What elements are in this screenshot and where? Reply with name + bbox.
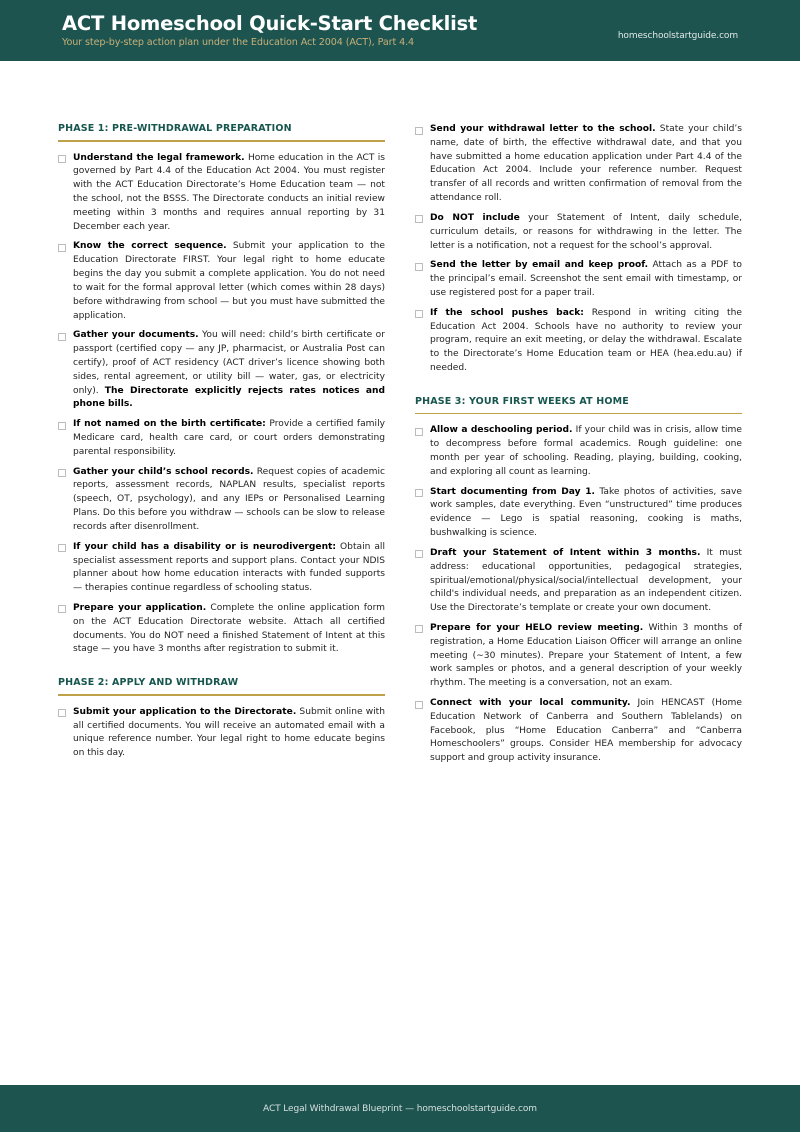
checklist-item-text <box>73 329 385 412</box>
checkbox-icon[interactable] <box>415 310 423 318</box>
checklist-item-lead: Draft your Statement of Intent within 3 months. <box>430 547 701 558</box>
checkbox-icon[interactable] <box>415 550 423 558</box>
checklist-item-lead: Gather your documents. <box>73 330 199 341</box>
checklist-item-text <box>430 307 742 376</box>
checkbox-icon[interactable] <box>415 263 423 271</box>
checklist-item[interactable] <box>415 697 742 766</box>
checklist-item-text <box>430 424 742 479</box>
checklist-item[interactable] <box>58 240 385 323</box>
header-title-block <box>62 13 477 49</box>
checkbox-icon[interactable] <box>58 605 66 613</box>
checklist-item[interactable] <box>415 307 742 376</box>
checkbox-icon[interactable] <box>415 127 423 135</box>
checklist-item-body: Join HENCAST (Home Education Network of Canberra and Southern Tablelands) on Facebook, plus “Home Education Canberra” and “Canberra Homeschoolers” groups. Consider HEA membership for advocacy support and group activity insurance. <box>430 698 742 764</box>
checklist-item-body: Provide a certified family Medicare card, health care card, or court orders demonstrating parental responsibility. <box>73 419 385 457</box>
phase-heading-3: PHASE 3: YOUR FIRST WEEKS AT HOME <box>415 395 629 407</box>
checkbox-icon[interactable] <box>58 544 66 552</box>
footer-text: ACT Legal Withdrawal Blueprint — homeschoolstartguide.com <box>263 1103 537 1114</box>
checklist-item-lead: Send the letter by email and keep proof. <box>430 260 649 271</box>
checklist-item-body: Obtain all specialist assessment reports and support plans. Contact your NDIS planner about how home education interacts with funded supports — therapies continue regardless of schooling status. <box>73 541 385 594</box>
checklist-item-text <box>430 212 742 253</box>
phase-divider <box>415 413 742 415</box>
checklist-item-body: Request copies of academic reports, assessment records, NAPLAN results, specialist reports (speech, OT, psychology), and any IEPs or Personalised Learning Plans. Do this before you withdraw — schools can be slow to release records after disenrollment. <box>73 466 385 532</box>
checklist-item-lead: If not named on the birth certificate: <box>73 419 266 430</box>
checklist-item-lead: Submit your application to the Directorate. <box>73 706 297 717</box>
checklist-item-body: Submit online with all certified documents. You will receive an automated email with a unique reference number. Your legal right to home educate begins on this day. <box>73 706 385 759</box>
checklist-item-lead: Prepare for your HELO review meeting. <box>430 622 644 633</box>
checklist-item-body: Attach as a PDF to the principal’s email. Screenshot the sent email with timestamp, or use registered post for a paper trail. <box>430 260 742 298</box>
checklist-item[interactable] <box>415 123 742 206</box>
phase-divider <box>58 694 385 696</box>
checklist-item-text <box>430 697 742 766</box>
checklist-item[interactable] <box>58 706 385 761</box>
checklist-item[interactable] <box>415 622 742 691</box>
document-header <box>0 0 800 61</box>
checklist-item-body: Take photos of activities, save work samples, date everything. Even “unstructured” time produces evidence — Lego is spatial reasoning, cooking is maths, bushwalking is science. <box>430 486 742 539</box>
checklist-item[interactable] <box>58 466 385 535</box>
document-footer <box>0 1085 800 1132</box>
checklist-item-body: Submit your application to the Education Directorate FIRST. Your legal right to home educate begins the day you submit a complete application. You do not need to wait for the formal approval letter (which comes within 28 days) before withdrawing from school — but you must have submitted the application. <box>73 241 386 321</box>
checkbox-icon[interactable] <box>58 333 66 341</box>
phase-heading-1: PHASE 1: PRE-WITHDRAWAL PREPARATION <box>58 123 292 134</box>
checklist-columns <box>58 123 742 1085</box>
checkbox-icon[interactable] <box>58 244 66 252</box>
checklist-item-lead: Prepare your application. <box>73 602 207 613</box>
checklist-item-body: State your child’s name, date of birth, the effective withdrawal date, and that you have submitted a home education application under Part 4.4 of the Education Act 2004. Include your reference number. Request transfer of all records and written confirmation of removal from the attendance roll. <box>430 124 742 204</box>
checklist-item[interactable] <box>415 486 742 541</box>
checklist-item[interactable] <box>58 418 385 459</box>
checklist-item-body: Complete the online application form on the ACT Education Directorate website. Attach all certified documents. You do NOT need a finished Statement of Intent at this stage — you have 3 months after registration to submit it. <box>73 602 386 655</box>
page-title: ACT Homeschool Quick-Start Checklist <box>62 11 478 35</box>
checklist-item-lead: Connect with your local community. <box>430 698 631 709</box>
checklist-item[interactable] <box>415 212 742 253</box>
phase-spacer <box>415 382 742 396</box>
checklist-item-text <box>73 466 385 535</box>
checklist-item-body: It must address: educational opportunities, pedagogical strategies, spiritual/emotional/physical/social/intellectual development, your child's individual needs, and preparation as an independent citizen. Use the Directorate’s template or create your own document. <box>430 547 742 614</box>
checklist-item-text <box>73 541 385 596</box>
phase-spacer <box>58 663 385 677</box>
checklist-item-lead: If your child has a disability or is neurodivergent: <box>73 541 337 552</box>
checklist-item[interactable] <box>58 329 385 412</box>
checklist-item-text <box>73 602 385 657</box>
checkbox-icon[interactable] <box>415 625 423 633</box>
checklist-item-body: your Statement of Intent, daily schedule, curriculum details, or reasons for withdrawing in the letter. The letter is a notification, not a request for the school’s approval. <box>430 212 742 251</box>
checklist-item[interactable] <box>58 152 385 235</box>
checklist-item[interactable] <box>415 259 742 300</box>
checklist-item-lead: Do NOT include <box>430 212 520 223</box>
checklist-item-text <box>73 152 385 235</box>
checklist-item-emphasis: The Directorate explicitly rejects rates notices and phone bills. <box>73 385 385 410</box>
page-subtitle: Your step-by-step action plan under the Education Act 2004 (ACT), Part 4.4 <box>62 36 415 48</box>
phase-divider <box>58 140 385 142</box>
checklist-item[interactable] <box>415 424 742 479</box>
checklist-item-lead: Understand the legal framework. <box>73 152 245 163</box>
checkbox-icon[interactable] <box>415 489 423 497</box>
checkbox-icon[interactable] <box>415 428 423 436</box>
checklist-item-lead: Know the correct sequence. <box>73 241 227 252</box>
checklist-item-text <box>430 123 742 206</box>
checklist-item-lead: Start documenting from Day 1. <box>430 486 595 497</box>
checklist-item-text <box>73 240 385 323</box>
checklist-item-text <box>430 547 742 616</box>
checkbox-icon[interactable] <box>58 155 66 163</box>
checklist-item-text <box>430 259 742 300</box>
checklist-item-lead: Gather your child’s school records. <box>73 466 254 477</box>
checkbox-icon[interactable] <box>415 215 423 223</box>
checklist-item-text <box>73 418 385 459</box>
checklist-item-text <box>430 486 742 541</box>
checklist-item[interactable] <box>58 602 385 657</box>
checklist-item-body: Home education in the ACT is governed by Part 4.4 of the Education Act 2004. You must register with the ACT Education Directorate’s Home Education team — not the school, not the BSSS. The Directorate conducts an initial review meeting within 3 months and requires annual reporting by 31 December each year. <box>73 152 385 232</box>
checklist-item-text <box>430 622 742 691</box>
checkbox-icon[interactable] <box>415 701 423 709</box>
checklist-item[interactable] <box>415 547 742 616</box>
checklist-item-lead: Send your withdrawal letter to the school. <box>430 124 656 134</box>
checklist-item[interactable] <box>58 541 385 596</box>
checklist-item-lead: If the school pushes back: <box>430 307 584 318</box>
checkbox-icon[interactable] <box>58 709 66 717</box>
checklist-item-body: If your child was in crisis, allow time to decompress before formal academics. Rough guideline: one month per year of schooling. Reading, playing, building, cooking, and exploring all count as learning. <box>430 425 742 477</box>
checklist-item-body: You will need: child’s birth certificate or passport (certified copy — any JP, pharmacist, or Australia Post can certify), proof of ACT residency (ACT driver’s licence showing both sides, rental agreement, or utility bill — water, gas, or electricity only). <box>73 330 385 396</box>
checklist-item-body: Within 3 months of registration, a Home Education Liaison Officer will arrange an online meeting (∼30 minutes). Prepare your Statement of Intent, a few work samples or photos, and a general description of your weekly rhythm. The meeting is a conversation, not an exam. <box>430 622 742 689</box>
checkbox-icon[interactable] <box>58 422 66 430</box>
checklist-item-body: Respond in writing citing the Education Act 2004. Schools have no authority to review your program, require an exit meeting, or delay the withdrawal. Escalate to the Directorate’s Home Education team or HEA (hea.edu.au) if needed. <box>430 307 742 373</box>
checklist-item-text <box>73 706 385 761</box>
document-body <box>0 61 800 1085</box>
checkbox-icon[interactable] <box>58 469 66 477</box>
checklist-item-lead: Allow a deschooling period. <box>430 425 573 436</box>
phase-heading-2: PHASE 2: APPLY AND WITHDRAW <box>58 677 239 689</box>
header-website-label: homeschoolstartguide.com <box>617 30 738 41</box>
